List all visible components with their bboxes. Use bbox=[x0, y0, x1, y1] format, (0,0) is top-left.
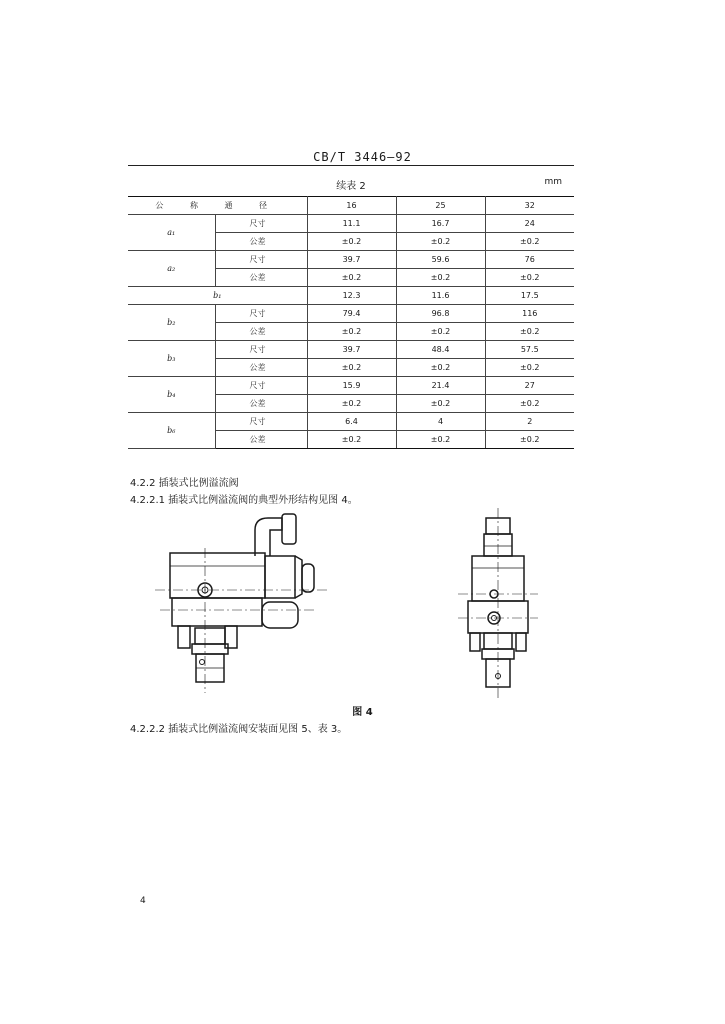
figure-caption: 图 4 bbox=[352, 707, 373, 718]
cell: ±0.2 bbox=[485, 359, 574, 377]
cell: ±0.2 bbox=[307, 395, 396, 413]
cell: 57.5 bbox=[485, 341, 574, 359]
table-row bbox=[128, 215, 574, 233]
cell: 4 bbox=[396, 413, 485, 431]
table-row bbox=[128, 251, 574, 269]
cell: ±0.2 bbox=[485, 395, 574, 413]
row-label: 公差 bbox=[215, 431, 307, 449]
cell: ±0.2 bbox=[396, 395, 485, 413]
cell: 6.4 bbox=[307, 413, 396, 431]
row-label: 公差 bbox=[215, 359, 307, 377]
cell: 2 bbox=[485, 413, 574, 431]
cell: ±0.2 bbox=[307, 431, 396, 449]
row-label: 公差 bbox=[215, 395, 307, 413]
row-label: 尺寸 bbox=[215, 413, 307, 431]
section-4-2-2-1: 4.2.2.1 插装式比例溢流阀的典型外形结构见图 4。 bbox=[130, 495, 358, 506]
cell: 15.9 bbox=[307, 377, 396, 395]
cell: 116 bbox=[485, 305, 574, 323]
param-symbol: a₂ bbox=[128, 251, 215, 287]
table-caption bbox=[128, 177, 574, 193]
cell: 27 bbox=[485, 377, 574, 395]
cell: ±0.2 bbox=[396, 233, 485, 251]
cell: 96.8 bbox=[396, 305, 485, 323]
param-symbol: b₂ bbox=[128, 305, 215, 341]
cell: 17.5 bbox=[485, 287, 574, 305]
dimension-table bbox=[128, 196, 574, 449]
page-number: 4 bbox=[140, 896, 146, 906]
row-label: 尺寸 bbox=[215, 341, 307, 359]
param-symbol: b₄ bbox=[128, 377, 215, 413]
valve-front-view bbox=[458, 508, 538, 698]
header-rule bbox=[128, 165, 574, 166]
cell: ±0.2 bbox=[485, 323, 574, 341]
cell: ±0.2 bbox=[396, 359, 485, 377]
cell: 24 bbox=[485, 215, 574, 233]
cell: ±0.2 bbox=[396, 323, 485, 341]
param-symbol: b₁ bbox=[128, 287, 307, 305]
row-label: 尺寸 bbox=[215, 377, 307, 395]
header-nominal-size: 公 称 通 径 bbox=[128, 197, 307, 215]
cell: 76 bbox=[485, 251, 574, 269]
cell: ±0.2 bbox=[485, 233, 574, 251]
standard-header: CB/T 3446—92 bbox=[313, 150, 412, 164]
param-symbol: a₁ bbox=[128, 215, 215, 251]
cell: 48.4 bbox=[396, 341, 485, 359]
cell: ±0.2 bbox=[396, 269, 485, 287]
cell: 59.6 bbox=[396, 251, 485, 269]
cell: 39.7 bbox=[307, 251, 396, 269]
cell: 12.3 bbox=[307, 287, 396, 305]
table-header-row bbox=[128, 197, 574, 215]
cell: ±0.2 bbox=[307, 269, 396, 287]
table-row bbox=[128, 377, 574, 395]
cell: ±0.2 bbox=[485, 269, 574, 287]
cell: 11.6 bbox=[396, 287, 485, 305]
valve-side-view bbox=[150, 508, 335, 698]
header-col-25: 25 bbox=[396, 197, 485, 215]
cell: 16.7 bbox=[396, 215, 485, 233]
row-label: 公差 bbox=[215, 269, 307, 287]
cell: 21.4 bbox=[396, 377, 485, 395]
cell: 11.1 bbox=[307, 215, 396, 233]
cell: ±0.2 bbox=[396, 431, 485, 449]
cell: ±0.2 bbox=[307, 323, 396, 341]
param-symbol: b₆ bbox=[128, 413, 215, 449]
cell: ±0.2 bbox=[307, 359, 396, 377]
section-4-2-2-2: 4.2.2.2 插装式比例溢流阀安装面见图 5、表 3。 bbox=[130, 724, 348, 735]
table-title: 续表 2 bbox=[336, 181, 366, 192]
table-row bbox=[128, 341, 574, 359]
cell: ±0.2 bbox=[485, 431, 574, 449]
table-row bbox=[128, 305, 574, 323]
header-col-16: 16 bbox=[307, 197, 396, 215]
row-label: 尺寸 bbox=[215, 215, 307, 233]
table-row bbox=[128, 413, 574, 431]
row-label: 尺寸 bbox=[215, 251, 307, 269]
table-unit: mm bbox=[544, 177, 562, 187]
section-4-2-2: 4.2.2 插装式比例溢流阀 bbox=[130, 478, 239, 489]
row-label: 公差 bbox=[215, 323, 307, 341]
cell: 79.4 bbox=[307, 305, 396, 323]
table-row bbox=[128, 287, 574, 305]
cell: 39.7 bbox=[307, 341, 396, 359]
param-symbol: b₃ bbox=[128, 341, 215, 377]
header-col-32: 32 bbox=[485, 197, 574, 215]
row-label: 尺寸 bbox=[215, 305, 307, 323]
row-label: 公差 bbox=[215, 233, 307, 251]
cell: ±0.2 bbox=[307, 233, 396, 251]
